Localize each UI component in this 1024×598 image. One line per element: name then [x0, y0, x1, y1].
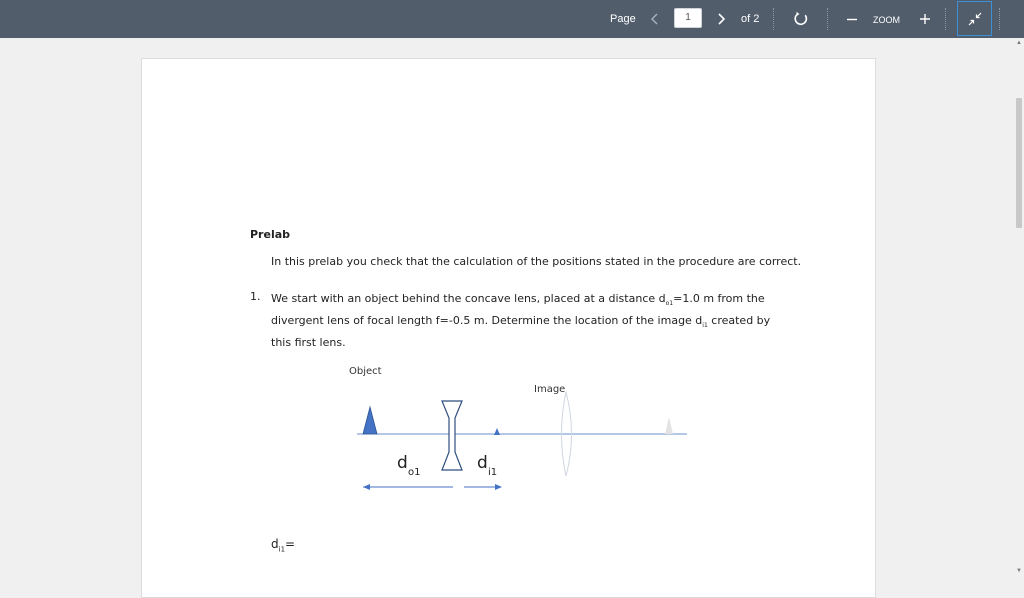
vertical-scrollbar-thumb[interactable]	[1016, 98, 1022, 228]
minus-icon	[846, 13, 858, 25]
di-symbol: d	[477, 453, 488, 473]
next-page-button[interactable]	[713, 0, 729, 38]
faint-object-arrow	[665, 417, 673, 434]
question-text: We start with an object behind the concave lens, placed at a distance $d_{o1}=1.0$ m from the divergent lens of focal length f=-0.5 m. Determine the location of the image $d_{i1}$ created by this first lens.	[271, 292, 771, 350]
plus-icon	[919, 13, 931, 25]
toolbar-separator	[773, 8, 774, 30]
intro-paragraph: In this prelab you check that the calculation of the positions stated in the procedure are correct.	[271, 255, 802, 268]
pdf-page	[141, 58, 876, 598]
lens-diagram-graphic	[337, 364, 697, 504]
di-subscript: i1	[488, 467, 498, 478]
concave-lens	[442, 401, 462, 470]
image-label: Image	[534, 384, 566, 395]
page-total: of 2	[741, 13, 760, 25]
exit-fullscreen-button[interactable]	[957, 1, 992, 36]
document-viewer[interactable]	[0, 38, 1024, 576]
do-subscript: o1	[408, 467, 421, 478]
rotate-button[interactable]	[791, 0, 811, 38]
chevron-right-icon	[717, 13, 725, 25]
answer-line: $d_{i1}=$	[271, 537, 296, 554]
toolbar-separator	[999, 8, 1000, 30]
question-number: 1.	[250, 290, 261, 303]
prev-page-button[interactable]	[647, 0, 663, 38]
collapse-icon	[968, 12, 982, 26]
scroll-up-arrow[interactable]: ▲	[1016, 40, 1022, 46]
page-label: Page	[610, 13, 636, 25]
page-number-input[interactable]	[674, 8, 702, 28]
do-symbol: d	[397, 453, 408, 473]
toolbar-separator	[827, 8, 828, 30]
zoom-label: ZOOM	[873, 15, 900, 25]
zoom-in-button[interactable]	[917, 0, 933, 38]
do-arrowhead	[363, 484, 370, 490]
di-arrowhead	[495, 484, 502, 490]
section-heading: Prelab	[250, 228, 291, 241]
rotate-icon	[793, 11, 809, 27]
zoom-out-button[interactable]	[844, 0, 860, 38]
object-arrow	[363, 407, 377, 434]
object-label: Object	[349, 366, 382, 377]
image-arrow	[494, 428, 500, 435]
pdf-toolbar	[0, 0, 1024, 38]
scroll-down-arrow[interactable]: ▼	[1016, 568, 1022, 574]
toolbar-separator	[945, 8, 946, 30]
chevron-left-icon	[651, 13, 659, 25]
